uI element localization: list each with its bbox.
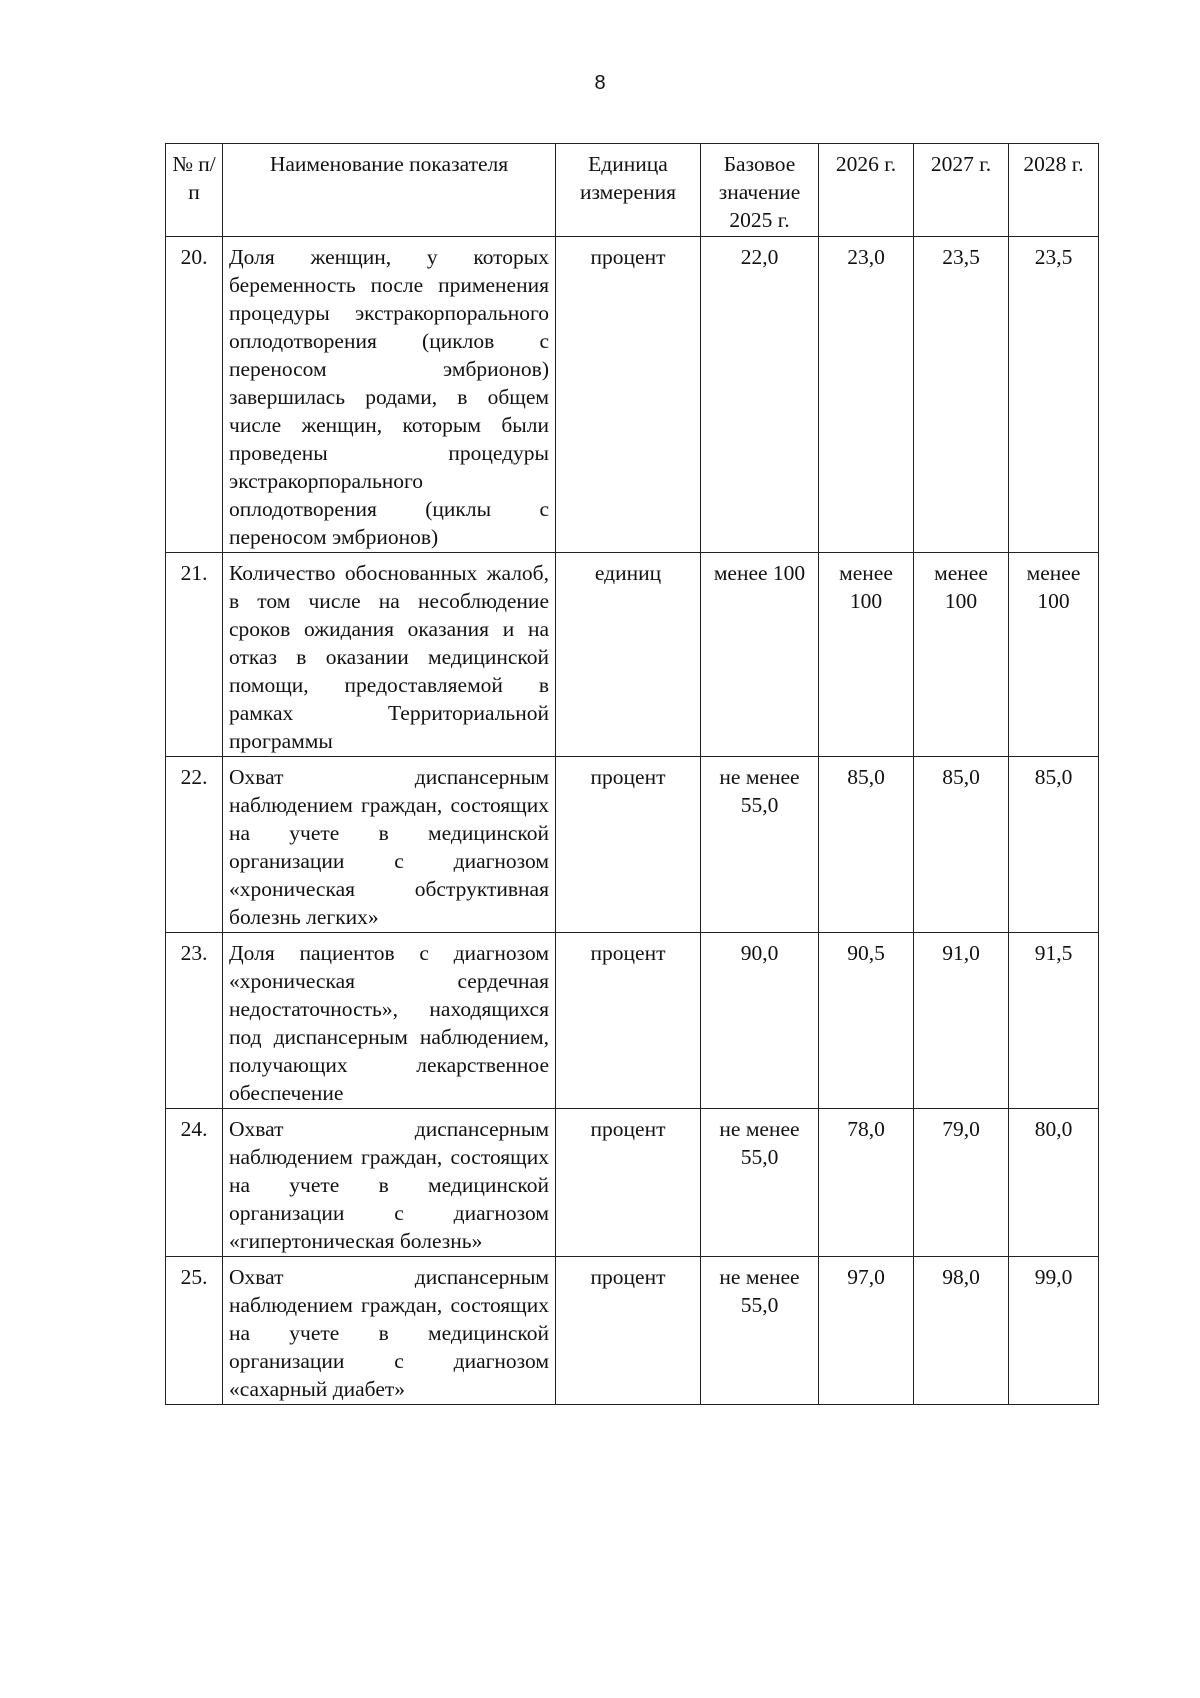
row-num: 24.: [166, 1109, 223, 1257]
row-unit: процент: [556, 1109, 701, 1257]
row-2026: 85,0: [819, 757, 914, 933]
row-unit: процент: [556, 933, 701, 1109]
row-base: не менее 55,0: [701, 757, 819, 933]
table-row: [166, 1109, 1099, 1257]
row-base: 90,0: [701, 933, 819, 1109]
row-num: 21.: [166, 553, 223, 757]
row-base: не менее 55,0: [701, 1257, 819, 1405]
row-2028: 85,0: [1009, 757, 1099, 933]
row-num: 20.: [166, 237, 223, 553]
header-2028: 2028 г.: [1009, 144, 1099, 237]
row-2026: 78,0: [819, 1109, 914, 1257]
row-num: 23.: [166, 933, 223, 1109]
row-2028: 91,5: [1009, 933, 1099, 1109]
row-unit: процент: [556, 1257, 701, 1405]
row-2027: менее 100: [914, 553, 1009, 757]
row-2027: 98,0: [914, 1257, 1009, 1405]
row-name: Охват диспансерным наблюдением граждан, состоящих на учете в медицинской организации с диагнозом «сахарный диабет»: [223, 1257, 556, 1405]
row-2026: 90,5: [819, 933, 914, 1109]
indicators-table: [165, 143, 1099, 1405]
table-row: [166, 553, 1099, 757]
row-2026: менее 100: [819, 553, 914, 757]
row-name: Количество обоснованных жалоб, в том числе на несоблюдение сроков ожидания оказания и на отказ в оказании медицинской помощи, предоставляемой в рамках Территориальной программы: [223, 553, 556, 757]
row-base: 22,0: [701, 237, 819, 553]
page-number: 8: [594, 72, 606, 94]
row-unit: процент: [556, 757, 701, 933]
row-2028: 23,5: [1009, 237, 1099, 553]
row-2026: 23,0: [819, 237, 914, 553]
header-name: Наименование показателя: [223, 144, 556, 237]
row-name: Охват диспансерным наблюдением граждан, состоящих на учете в медицинской организации с диагнозом «гипертоническая болезнь»: [223, 1109, 556, 1257]
table-row: [166, 1257, 1099, 1405]
row-2028: менее 100: [1009, 553, 1099, 757]
header-base: Базовое значение 2025 г.: [701, 144, 819, 237]
row-2027: 79,0: [914, 1109, 1009, 1257]
row-2027: 85,0: [914, 757, 1009, 933]
row-name: Доля пациентов с диагнозом «хроническая сердечная недостаточность», находящихся под диспансерным наблюдением, получающих лекарственное обеспечение: [223, 933, 556, 1109]
row-unit: единиц: [556, 553, 701, 757]
row-base: менее 100: [701, 553, 819, 757]
header-num: № п/п: [166, 144, 223, 237]
row-2026: 97,0: [819, 1257, 914, 1405]
row-name: Охват диспансерным наблюдением граждан, состоящих на учете в медицинской организации с диагнозом «хроническая обструктивная болезнь легких»: [223, 757, 556, 933]
row-2027: 23,5: [914, 237, 1009, 553]
header-2027: 2027 г.: [914, 144, 1009, 237]
row-2028: 80,0: [1009, 1109, 1099, 1257]
row-name: Доля женщин, у которых беременность после применения процедуры экстракорпорального оплодотворения (циклов с переносом эмбрионов) завершилась родами, в общем числе женщин, которым были проведены процедуры экстракорпорального оплодотворения (циклы с переносом эмбрионов): [223, 237, 556, 553]
row-num: 25.: [166, 1257, 223, 1405]
table-row: [166, 933, 1099, 1109]
table-row: [166, 237, 1099, 553]
header-unit: Единица измерения: [556, 144, 701, 237]
table-row: [166, 757, 1099, 933]
header-2026: 2026 г.: [819, 144, 914, 237]
row-unit: процент: [556, 237, 701, 553]
row-base: не менее 55,0: [701, 1109, 819, 1257]
row-num: 22.: [166, 757, 223, 933]
row-2027: 91,0: [914, 933, 1009, 1109]
row-2028: 99,0: [1009, 1257, 1099, 1405]
table-header-row: [166, 144, 1099, 237]
